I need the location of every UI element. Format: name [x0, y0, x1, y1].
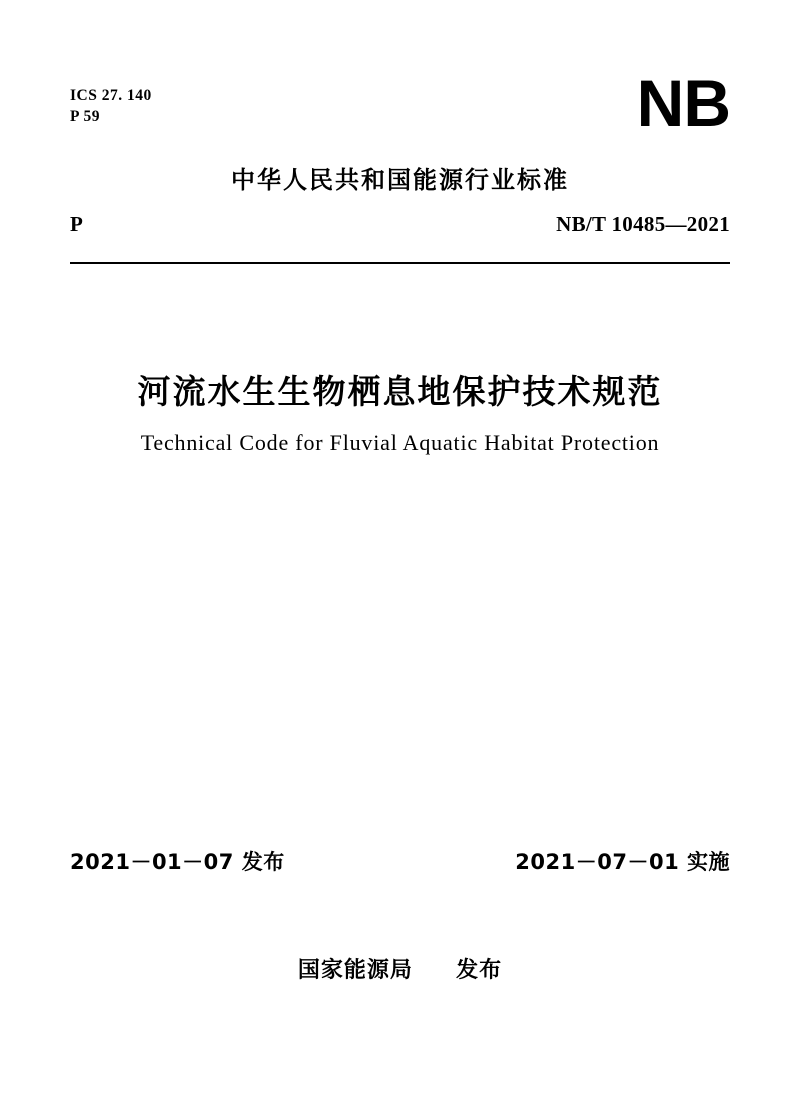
standard-code-row	[70, 212, 730, 237]
issuing-authority-line: 中华人民共和国能源行业标准	[231, 166, 569, 194]
issue-date: 2021－01－07 发布	[70, 850, 285, 874]
title-english: Technical Code for Fluvial Aquatic Habitat Protection	[140, 430, 660, 455]
issuer-row	[0, 953, 800, 984]
issuer-publish-label: 发布	[456, 958, 503, 983]
ics-classification-block	[70, 86, 152, 128]
header-divider	[70, 262, 730, 264]
category-letter: P	[70, 212, 83, 236]
nb-logo: NB	[636, 66, 730, 140]
implementation-date: 2021－07－01 实施	[515, 850, 730, 874]
cover-header-row	[70, 66, 730, 166]
issuer-name: 国家能源局	[297, 958, 413, 983]
dates-row	[70, 846, 730, 876]
title-chinese: 河流水生生物栖息地保护技术规范	[137, 372, 663, 411]
classification-number: P 59	[70, 107, 100, 125]
standard-number: NB/T 10485—2021	[556, 212, 730, 236]
ics-number: ICS 27. 140	[70, 87, 152, 104]
